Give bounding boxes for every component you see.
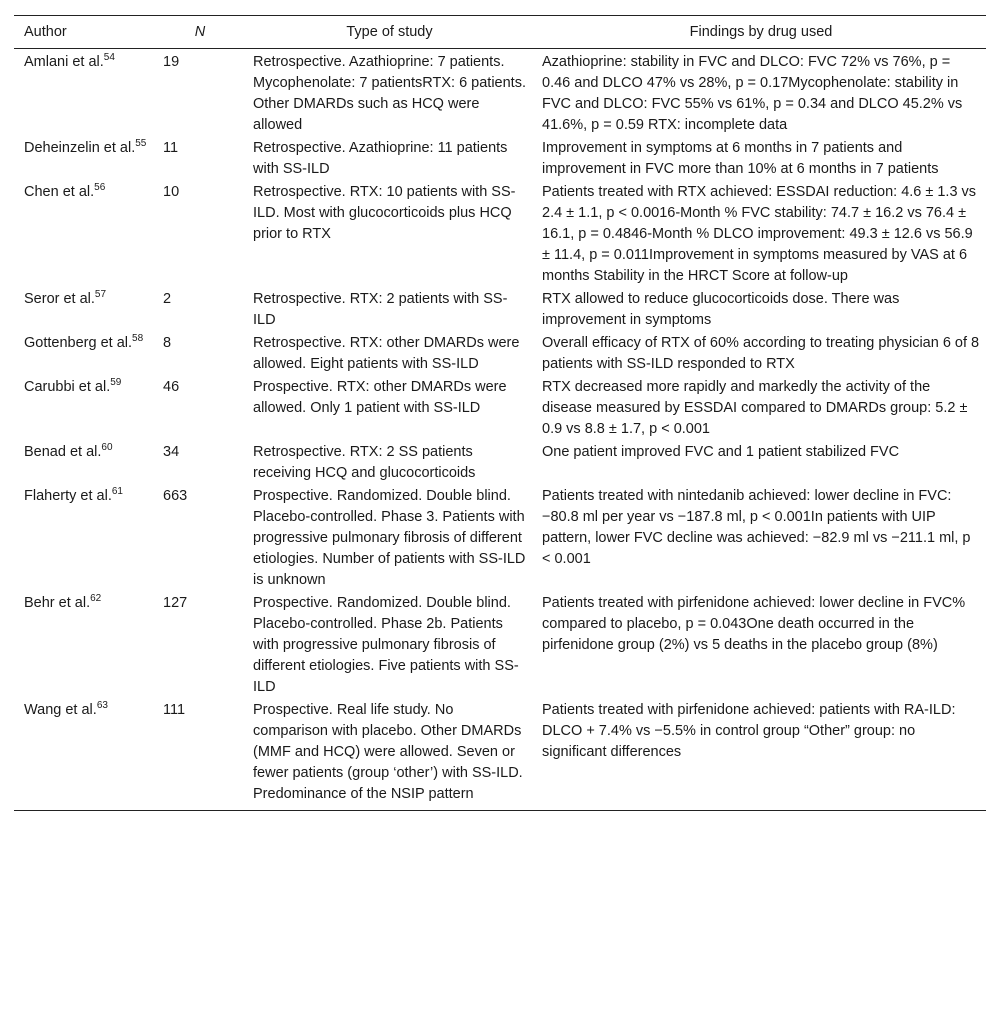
cell-n: 46 [163,379,180,395]
author-name: Wang et al. [24,702,97,718]
header-type-of-study: Type of study [243,16,532,49]
table-row [14,376,986,441]
cell-author [14,137,153,181]
cell-findings: Patients treated with pirfenidone achieved: lower decline in FVC% compared to placebo, p = 0.043One death occurred in the pirfenidone group (2%) vs 5 deaths in the placebo group (8%) [542,595,966,653]
table-header [14,16,986,49]
cell-n: 11 [163,140,179,156]
studies-table [14,15,986,811]
table-row [14,137,986,181]
author-name: Deheinzelin et al. [24,140,136,156]
author-name: Amlani et al. [24,54,104,70]
cell-type-of-study: Retrospective. RTX: other DMARDs were allowed. Eight patients with SS-ILD [253,335,520,372]
cell-findings: One patient improved FVC and 1 patient stabilized FVC [542,444,900,460]
cell-findings: Patients treated with nintedanib achieved: lower decline in FVC: −80.8 ml per year vs −187.8 ml, p < 0.001In patients with UIP pattern, lower FVC decline was achieved: −82.9 ml vs −211.1 ml, p < 0.001 [542,488,971,567]
reference-number: 55 [135,138,147,150]
cell-n: 2 [163,291,172,307]
cell-findings: Azathioprine: stability in FVC and DLCO: FVC 72% vs 76%, p = 0.46 and DLCO 47% vs 28%, p = 0.17Mycophenolate: stability in FVC and DLCO: FVC 55% vs 61%, p = 0.34 and DLCO 45.2% vs 41.6%, p = 0.59 RTX: incomplete data [542,54,963,133]
cell-findings: Overall efficacy of RTX of 60% according to treating physician 6 of 8 patients with SS-ILD responded to RTX [542,335,980,372]
cell-n: 111 [153,699,243,811]
author-name: Gottenberg et al. [24,335,133,351]
cell-n: 8 [163,335,172,351]
cell-findings: RTX allowed to reduce glucocorticoids dose. There was improvement in symptoms [542,291,900,328]
cell-author [14,376,153,441]
reference-number: 60 [101,442,113,454]
cell-author [14,441,153,485]
header-findings: Findings by drug used [532,16,986,49]
table-row [14,181,986,288]
cell-n: 663 [163,488,188,504]
author-name: Benad et al. [24,444,102,460]
cell-type-of-study: Retrospective. RTX: 2 SS patients receiving HCQ and glucocorticoids [253,444,476,481]
table-row [14,288,986,332]
reference-number: 62 [90,593,102,605]
table-row [14,485,986,592]
reference-number: 58 [132,333,144,345]
author-name: Carubbi et al. [24,379,111,395]
cell-type-of-study: Prospective. Real life study. No comparison with placebo. Other DMARDs (MMF and HCQ) were allowed. Seven or fewer patients (group ‘other’) with SS-ILD. Predominance of the NSIP pattern [243,699,532,811]
reference-number: 61 [111,486,123,498]
cell-author [14,485,153,592]
cell-findings: Patients treated with pirfenidone achieved: patients with RA-ILD: DLCO + 7.4% vs −5.5% in control group “Other” group: no significant differences [532,699,986,811]
author-name: Behr et al. [24,595,91,611]
table-row [14,592,986,699]
cell-type-of-study: Prospective. Randomized. Double blind. Placebo-controlled. Phase 3. Patients with progressive pulmonary fibrosis of different etiologies. Number of patients with SS-ILD is unknown [253,488,526,588]
table-row [14,699,986,811]
reference-number: 63 [96,700,108,712]
cell-author [14,288,153,332]
cell-type-of-study: Retrospective. RTX: 2 patients with SS-ILD [253,291,508,328]
table-row [14,441,986,485]
cell-author [14,332,153,376]
cell-author [14,49,153,138]
header-author: Author [14,16,153,49]
cell-n: 34 [163,444,180,460]
reference-number: 57 [94,289,107,301]
cell-author [14,592,153,699]
cell-author [14,181,153,288]
cell-type-of-study: Prospective. Randomized. Double blind. Placebo-controlled. Phase 2b. Patients with progressive pulmonary fibrosis of different etiologies. Five patients with SS-ILD [253,595,519,695]
table-row [14,332,986,376]
table-body [14,49,986,811]
header-row [14,16,986,49]
cell-findings: RTX decreased more rapidly and markedly the activity of the disease measured by ESSDAI compared to DMARDs group: 5.2 ± 0.9 vs 8.8 ± 1.7, p < 0.001 [542,379,968,437]
reference-number: 54 [103,52,115,64]
cell-n: 19 [163,54,180,70]
author-name: Flaherty et al. [24,488,112,504]
reference-number: 56 [94,182,106,194]
cell-findings: Patients treated with RTX achieved: ESSDAI reduction: 4.6 ± 1.3 vs 2.4 ± 1.1, p < 0.0016-Month % FVC stability: 74.7 ± 16.2 vs 76.4 ± 16.1, p = 0.4846-Month % DLCO improvement: 49.3 ± 12.6 vs 56.9 ± 11.4, p = 0.011Improvement in symptoms measured by VAS at 6 months Stability in the HRCT Score at follow-up [542,184,977,284]
header-n: N [153,16,243,49]
author-name: Chen et al. [24,184,95,200]
cell-type-of-study: Retrospective. Azathioprine: 7 patients. Mycophenolate: 7 patientsRTX: 6 patients. Other DMARDs such as HCQ were allowed [253,54,526,133]
author-name: Seror et al. [24,291,95,307]
cell-n: 127 [163,595,188,611]
cell-n: 10 [163,184,180,200]
cell-type-of-study: Retrospective. Azathioprine: 11 patients with SS-ILD [253,140,508,177]
cell-type-of-study: Prospective. RTX: other DMARDs were allowed. Only 1 patient with SS-ILD [253,379,507,416]
reference-number: 59 [110,377,122,389]
cell-findings: Improvement in symptoms at 6 months in 7 patients and improvement in FVC more than 10% at 6 months in 7 patients [542,140,939,177]
cell-author [14,699,153,811]
cell-type-of-study: Retrospective. RTX: 10 patients with SS-ILD. Most with glucocorticoids plus HCQ prior to RTX [253,184,516,242]
table-row [14,49,986,138]
